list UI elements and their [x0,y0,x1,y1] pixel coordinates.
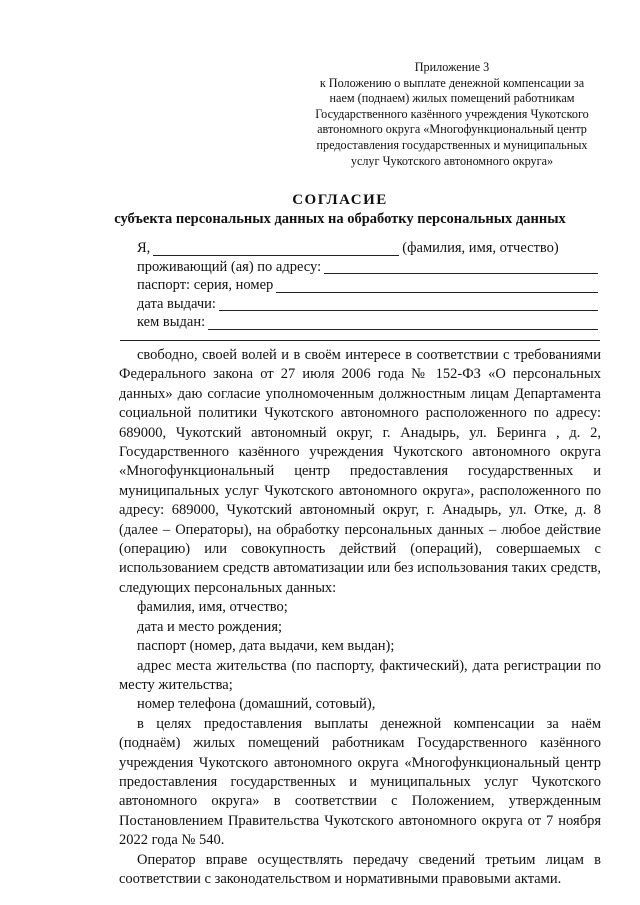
issue-date-label: дата выдачи: [137,295,216,312]
data-item: дата и место рождения; [137,618,283,635]
document-subtitle: субъекта персональных данных на обработку персональных данных [114,211,566,227]
consent-purpose: в целях предоставления выплаты денежной компенсации за наём (поднаём) жилых помещений работникам Государственного казённого учреждения Чукотского автономного округа «Многофункциональный центр предоставления государственных и муниципальных услуг Чукотского автономного округа» в соответствии с Положением, утвержденным Постановлением Правительства Чукотского автономного округа от 7 ноября 2022 года № 540. [119,715,601,849]
appendix-line: наем (поднаем) жилых помещений работникам [329,91,575,106]
address-row [137,258,601,277]
data-item: адрес места жительства (по паспорту, фактический), дата регистрации по месту жительства; [119,657,601,693]
appendix-line: автономного округа «Многофункциональный центр [317,122,587,137]
name-hint: (фамилия, имя, отчество) [402,240,559,256]
appendix-line: услуг Чукотского автономного округа» [350,153,554,168]
extra-blank-line[interactable] [120,340,600,341]
issued-by-row [137,313,601,332]
appendix-header [296,60,608,169]
issued-by-label: кем выдан: [137,314,206,330]
passport-row [137,276,601,295]
appendix-line: предоставления государственных и муниципальных [316,137,588,152]
appendix-line: к Положению о выплате денежной компенсации за [319,75,585,90]
consent-body [119,346,601,889]
issue-date-row [137,295,601,314]
issued-by-blank-line[interactable] [208,315,598,330]
data-item: номер телефона (домашний, сотовый), [137,696,376,713]
document-title: СОГЛАСИЕ [292,192,388,208]
data-item: паспорт (номер, дата выдачи, кем выдан); [137,638,395,655]
name-prefix: Я, [137,240,151,256]
passport-blank-line[interactable] [276,278,598,293]
consent-transfer: Оператор вправе осуществлять передачу сведений третьим лицам в соответствии с законодательством и нормативными правовыми актами. [119,851,601,887]
appendix-line: Приложение 3 [414,60,490,74]
issue-date-blank-line[interactable] [219,296,598,311]
personal-fields [137,239,601,332]
address-label: проживающий (ая) по адресу: [137,258,322,275]
name-blank-line[interactable] [153,241,399,256]
name-row [137,239,601,258]
address-blank-line[interactable] [324,259,598,274]
passport-label: паспорт: серия, номер [137,277,274,293]
consent-intro: свободно, своей волей и в своём интересе в соответствии с требованиями Федерального закона от 27 июля 2006 года № 152-ФЗ «О персональных данных» даю согласие уполномоченным должностным лицам Департамента социальной политики Чукотского автономного расположенного по адресу: 689000, Чукотский автономный округ, г. Анадырь, ул. Беринга , д. 2, Государственного казённого учреждения Чукотского автономного округа «Многофункциональный центр предоставления государственных и муниципальных услуг Чукотского автономного округа», расположенного по адресу: 689000, Чукотский автономный округ, г. Анадырь, ул. Отке, д. 8 (далее – Операторы), на обработку персональных данных – любое действие (операцию) или совокупность действий (операций), совершаемых с использованием средств автоматизации или без использования таких средств, следующих персональных данных: [119,347,601,596]
data-item: фамилия, имя, отчество; [137,599,288,616]
appendix-line: Государственного казённого учреждения Чукотского [315,106,589,121]
